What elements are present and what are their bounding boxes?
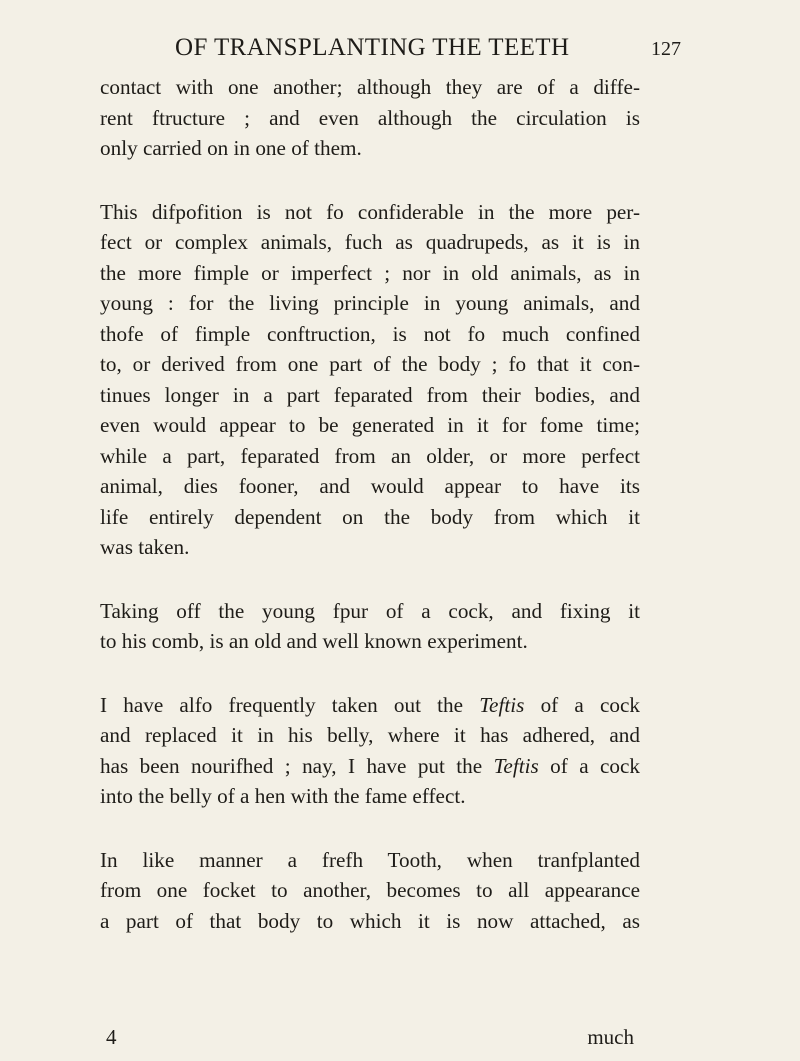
text-line: thofe of fimple conftruction, is not fo much confined (100, 321, 640, 346)
text-run: and replaced it in his belly, where it has adhered, and (100, 723, 640, 747)
text-line: fect or complex animals, fuch as quadrupeds, as it is in (100, 230, 640, 254)
running-head (175, 34, 685, 64)
paragraph-3 (100, 596, 640, 657)
text-line: from one focket to another, becomes to all appearance (100, 878, 640, 902)
paragraph-4 (100, 690, 640, 812)
text-line: animal, dies fooner, and would appear to have its (100, 474, 640, 498)
text-line: only carried on in one of them. (100, 136, 362, 160)
italic-term: Teftis (493, 753, 539, 778)
running-title: OF TRANSPLANTING THE TEETH (175, 34, 570, 61)
catchword: much (587, 1025, 634, 1049)
text-line: a part of that body to which it is now attached, as (100, 908, 640, 933)
text-run: into the belly of a hen with the fame effect. (100, 784, 466, 808)
body-text (100, 72, 640, 936)
page-number: 127 (651, 38, 681, 60)
text-line: the more fimple or imperfect ; nor in old animals, as in (100, 260, 640, 285)
text-line (100, 690, 640, 721)
text-line: tinues longer in a part feparated from their bodies, and (100, 382, 640, 407)
signature-mark: 4 (106, 1025, 117, 1049)
text-line: contact with one another; although they are of a diffe- (100, 75, 640, 99)
text-line: even would appear to be generated in it for fome time; (100, 413, 640, 437)
text-line: young : for the living principle in young animals, and (100, 291, 640, 315)
text-line: while a part, feparated from an older, or more perfect (100, 443, 640, 468)
text-run: has been nourifhed ; nay, I have put the (100, 753, 494, 778)
text-line (100, 751, 640, 782)
text-line: rent ftructure ; and even although the circulation is (100, 105, 640, 130)
paragraph-2 (100, 197, 640, 563)
text-line: life entirely dependent on the body from which it (100, 504, 640, 529)
page-footer (100, 1025, 640, 1055)
italic-term: Teftis (479, 692, 525, 717)
text-line: to, or derived from one part of the body ; fo that it con- (100, 352, 640, 376)
paragraph-1 (100, 72, 640, 164)
text-run: of a cock (524, 692, 640, 717)
text-run: of a cock (538, 753, 640, 778)
paragraph-5 (100, 845, 640, 937)
text-line (100, 781, 640, 812)
text-line: This difpofition is not fo confiderable in the more per- (100, 199, 640, 224)
text-line: In like manner a frefh Tooth, when tranfplanted (100, 847, 640, 872)
text-line: to his comb, is an old and well known experiment. (100, 629, 528, 653)
text-run: I have alfo frequently taken out the (100, 692, 480, 717)
text-line: was taken. (100, 535, 190, 559)
text-line (100, 720, 640, 751)
text-line: Taking off the young fpur of a cock, and fixing it (100, 598, 640, 623)
